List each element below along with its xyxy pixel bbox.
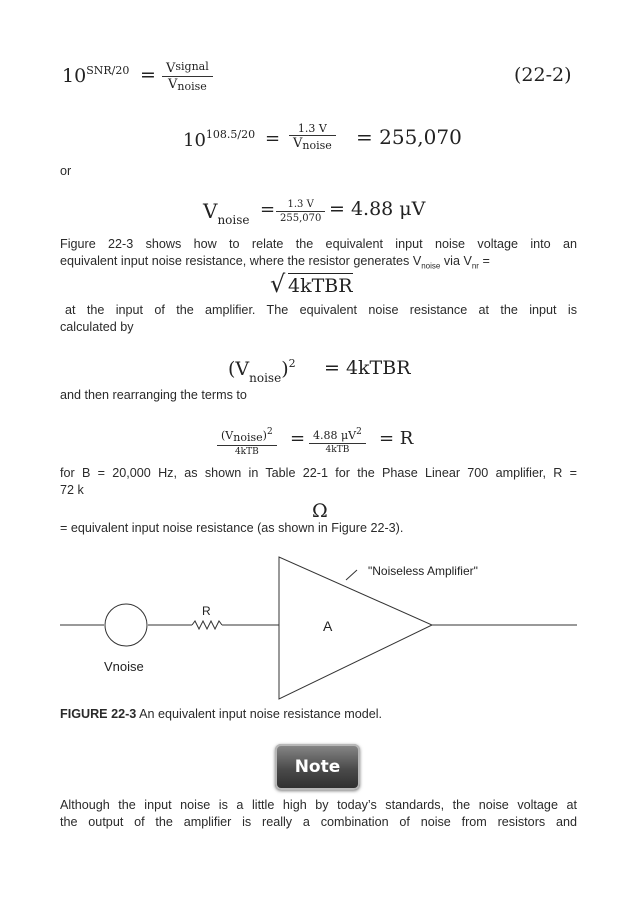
paragraph-5: = equivalent input noise resistance (as shown in Figure 22-3). — [60, 521, 404, 535]
paragraph-6-line-1: Although the input noise is a little high by today’s standards, the noise voltage at — [60, 798, 577, 812]
eq1-exponent: SNR/20 — [86, 64, 130, 77]
omega-symbol: Ω — [312, 500, 328, 522]
eq1-equals: = — [140, 64, 156, 86]
eq5-num1-open: (V — [221, 429, 234, 442]
paragraph-1-line-1: Figure 22-3 shows how to relate the equivalent input noise voltage into an — [60, 237, 577, 251]
paragraph-3: and then rearranging the terms to — [60, 388, 247, 402]
paragraph-4-line-2: 72 k — [60, 483, 84, 497]
eq5-num2 — [309, 425, 366, 443]
p1-text-a: equivalent input noise resistance, where the resistor generates V — [60, 254, 422, 268]
callout-leader-line — [346, 570, 357, 580]
amplifier-label: A — [323, 618, 333, 634]
eq2-exponent: 108.5/20 — [205, 128, 256, 141]
eq5-num1-sub: noise — [233, 431, 263, 444]
eq3-rhs: = 4.88 μV — [329, 198, 426, 220]
eq2-fraction — [289, 122, 336, 152]
eq3-numerator: 1.3 V — [287, 199, 314, 210]
equation-vnoise-squared — [228, 355, 428, 389]
figure-caption-text: An equivalent input noise resistance model. — [136, 707, 383, 721]
eq5-fraction-2 — [309, 425, 366, 456]
paragraph-1-line-2 — [60, 253, 577, 275]
p1-text-c: = — [478, 254, 490, 268]
eq1-numerator — [162, 60, 213, 76]
eq1-fraction — [162, 60, 213, 93]
eq5-equals: = — [290, 428, 306, 449]
eq5-num1-exp: 2 — [266, 427, 273, 437]
p1-sub-nr: nr — [471, 261, 479, 271]
eq1-lhs — [62, 64, 129, 87]
eq5-num2-exp: 2 — [356, 427, 362, 437]
eq2-equals: = — [265, 128, 281, 149]
equation-resistance — [217, 425, 427, 467]
eq2-den-sub: noise — [302, 139, 332, 152]
eq5-num1-close: ) — [262, 429, 267, 442]
eq5-den1: 4kTB — [217, 445, 277, 458]
eq5-num1 — [217, 425, 277, 445]
noise-source-circle — [105, 604, 147, 646]
eq3-fraction — [276, 198, 325, 225]
eq1-num-sub: signal — [175, 60, 209, 73]
paragraph-4-line-1: for B = 20,000 Hz, as shown in Table 22-1 for the Phase Linear 700 amplifier, R = — [60, 466, 577, 480]
eq4-exponent: 2 — [288, 357, 296, 370]
paragraph-2-line-2: calculated by — [60, 320, 134, 334]
eq2-numerator: 1.3 V — [297, 122, 327, 135]
eq5-den2: 4kTB — [309, 443, 366, 456]
eq3-sub: noise — [217, 213, 250, 227]
eq1-num-v: V — [166, 61, 176, 76]
eq3-v: V — [203, 199, 218, 223]
eq2-base: 10 — [183, 130, 206, 151]
eq4-sub: noise — [249, 371, 282, 385]
eq5-fraction-1 — [217, 425, 277, 458]
or-text: or — [60, 164, 72, 178]
figure-caption-label: FIGURE 22-3 — [60, 707, 137, 721]
eq1-den-sub: noise — [177, 80, 207, 93]
equation-vnoise — [203, 195, 463, 237]
callout-label: "Noiseless Amplifier" — [368, 564, 478, 578]
note-badge: Note — [275, 744, 360, 790]
eq1-base: 10 — [62, 65, 87, 87]
eq2-denominator — [289, 135, 336, 152]
equation-snr-value — [183, 122, 483, 168]
p1-sub-noise: noise — [421, 261, 441, 271]
paragraph-6-line-2: the output of the amplifier is really a combination of noise from resistors and — [60, 815, 577, 829]
resistor-symbol — [192, 621, 222, 629]
figure-22-3-diagram — [0, 545, 637, 710]
equation-22-2 — [62, 60, 582, 110]
amplifier-triangle — [279, 557, 432, 699]
equation-number: (22-2) — [514, 64, 572, 86]
radical-sign: √ — [270, 270, 286, 298]
eq3-equals: = — [260, 199, 276, 220]
eq5-num2-text: 4.88 μV — [313, 429, 357, 442]
resistor-label: R — [202, 604, 211, 618]
eq4-open: (V — [228, 358, 250, 380]
eq1-denominator — [162, 76, 213, 93]
noise-source-label: Vnoise — [104, 659, 144, 674]
figure-caption — [60, 706, 382, 723]
radicand: 4kTBR — [288, 275, 353, 297]
eq1-den-v: V — [167, 77, 178, 92]
eq4-close: ) — [281, 358, 289, 380]
eq2-den-v: V — [293, 136, 303, 151]
p1-text-b: via V — [440, 254, 472, 268]
eq3-denominator: 255,070 — [276, 211, 325, 225]
eq4-rhs: = 4kTBR — [324, 357, 411, 379]
eq5-rhs: = R — [379, 428, 414, 449]
eq2-rhs: = 255,070 — [356, 125, 462, 149]
paragraph-2-line-1: at the input of the amplifier. The equivalent noise resistance at the input is — [65, 303, 577, 317]
